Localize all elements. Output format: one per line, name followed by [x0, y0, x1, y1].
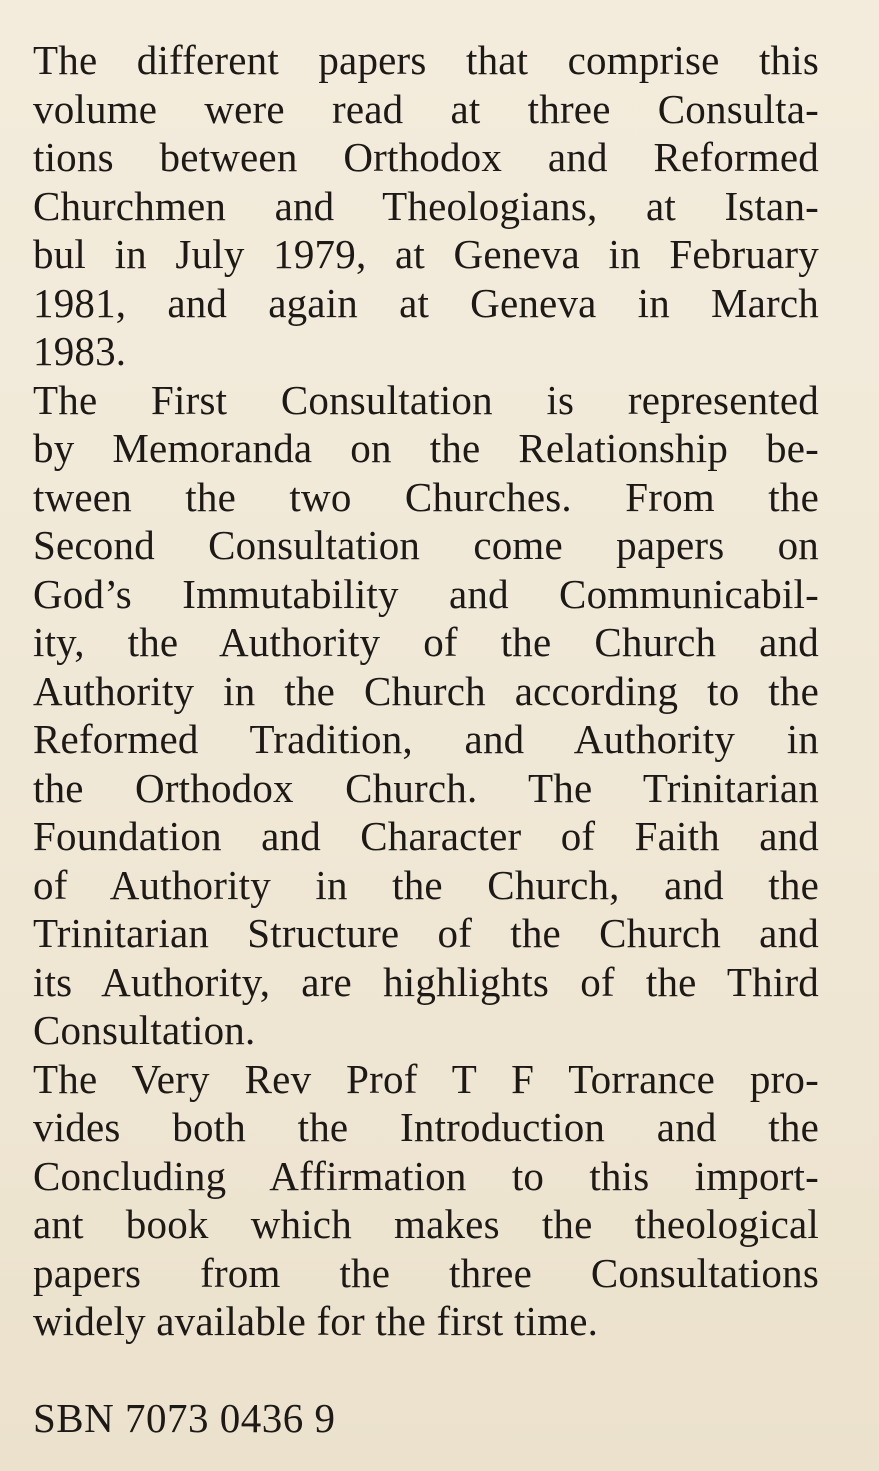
text-line: Reformed Tradition, and Authority in	[33, 716, 819, 762]
text-line: tween the two Churches. From the	[33, 473, 819, 520]
isbn-number: SBN 7073 0436 9	[33, 1395, 336, 1441]
text-line: its Authority, are highlights of the Third	[33, 958, 819, 1005]
text-line: Foundation and Character of Faith and	[33, 813, 819, 859]
paragraph-intro	[33, 36, 819, 376]
text-line: ant book which makes the theological	[33, 1201, 819, 1247]
text-line: papers from the three Consultations	[33, 1249, 819, 1296]
blurb-text	[33, 36, 819, 1346]
text-line: the Orthodox Church. The Trinitarian	[33, 764, 819, 811]
text-line: by Memoranda on the Relationship be-	[33, 425, 819, 471]
text-line: widely available for the first time.	[33, 1298, 599, 1344]
text-line: 1981, and again at Geneva in March	[33, 279, 819, 326]
text-line: Second Consultation come papers on	[33, 522, 819, 568]
text-line: The Very Rev Prof T F Torrance pro-	[33, 1055, 819, 1102]
text-line: The different papers that comprise this	[33, 37, 819, 83]
text-line: of Authority in the Church, and the	[33, 861, 819, 908]
text-line: 1983.	[33, 328, 127, 374]
paragraph-torrance	[33, 1055, 819, 1346]
text-line: vides both the Introduction and the	[33, 1104, 819, 1150]
text-line: Consultation.	[33, 1007, 256, 1053]
text-line: Concluding Affirmation to this import-	[33, 1152, 819, 1199]
paragraph-consultations	[33, 376, 819, 1055]
text-line: bul in July 1979, at Geneva in February	[33, 231, 819, 277]
text-line: ity, the Authority of the Church and	[33, 619, 819, 665]
text-line: tions between Orthodox and Reformed	[33, 134, 819, 180]
text-line: God’s Immutability and Communicabil-	[33, 570, 819, 617]
text-line: The First Consultation is represented	[33, 376, 819, 423]
text-line: Authority in the Church according to the	[33, 667, 819, 714]
text-line: Churchmen and Theologians, at Istan-	[33, 182, 819, 229]
text-line: Trinitarian Structure of the Church and	[33, 910, 819, 956]
text-line: volume were read at three Consulta-	[33, 85, 819, 132]
